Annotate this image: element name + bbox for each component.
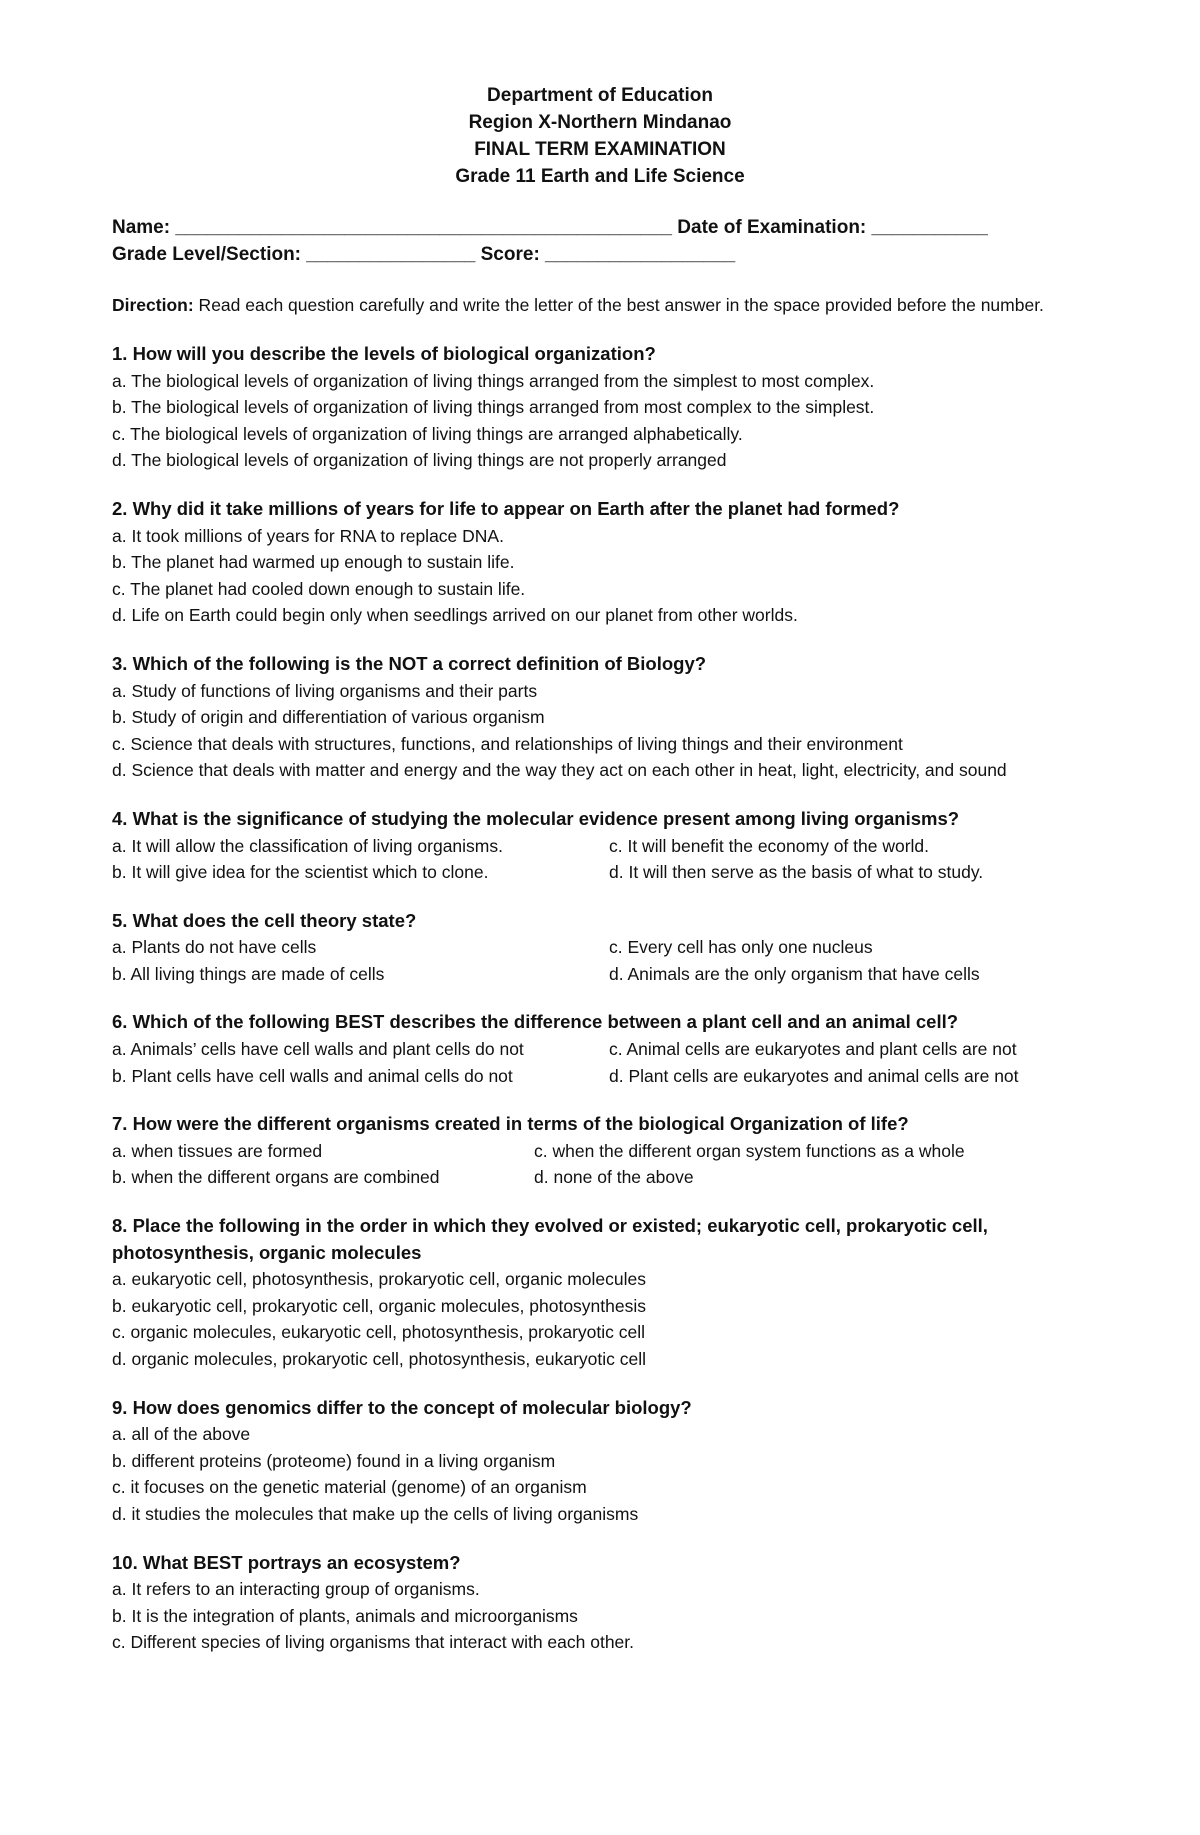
option-d: d. organic molecules, prokaryotic cell, photosynthesis, eukaryotic cell — [112, 1349, 646, 1369]
option-a: a. all of the above — [112, 1424, 251, 1445]
option-c: c. when the different organ system functions as a whole — [534, 1140, 965, 1161]
question-1 — [112, 341, 1088, 474]
direction-label: Direction: — [112, 295, 194, 315]
question-stem: 4. What is the significance of studying the molecular evidence present among living organisms? — [112, 807, 960, 829]
exam-header — [112, 82, 1088, 190]
question-2 — [112, 496, 1088, 629]
option-a: a. The biological levels of organization of living things arranged from the simplest to most complex. — [112, 370, 875, 391]
option-c: c. It will benefit the economy of the world. — [609, 835, 930, 856]
section-score-row: Grade Level/Section: ________________ Score: __________________ — [112, 244, 736, 265]
option-d: d. Science that deals with matter and energy and the way they act on each other in heat, light, electricity, and sound — [112, 760, 1007, 781]
option-b: b. It will give idea for the scientist which to clone. — [112, 862, 489, 883]
question-7 — [112, 1111, 1088, 1191]
option-d: d. Animals are the only organism that have cells — [609, 963, 980, 984]
option-b: b. Study of origin and differentiation of various organism — [112, 707, 545, 728]
option-b: b. eukaryotic cell, prokaryotic cell, organic molecules, photosynthesis — [112, 1295, 646, 1316]
exam-title: FINAL TERM EXAMINATION — [474, 139, 726, 160]
option-d: d. It will then serve as the basis of what to study. — [609, 862, 984, 883]
question-9 — [112, 1395, 1088, 1528]
question-stem: 7. How were the different organisms created in terms of the biological Organization of life? — [112, 1113, 909, 1135]
question-10 — [112, 1550, 1088, 1656]
option-a: a. Animals’ cells have cell walls and plant cells do not — [112, 1039, 524, 1060]
option-c: c. Every cell has only one nucleus — [609, 937, 873, 958]
option-a: a. Study of functions of living organisms and their parts — [112, 680, 538, 701]
option-c: c. it focuses on the genetic material (genome) of an organism — [112, 1477, 587, 1498]
option-d: d. none of the above — [534, 1167, 694, 1188]
department-name: Department of Education — [487, 85, 713, 106]
question-stem: 3. Which of the following is the NOT a correct definition of Biology? — [112, 652, 707, 674]
question-stem: 6. Which of the following BEST describes the difference between a plant cell and an animal cell? — [112, 1011, 959, 1033]
directions — [112, 292, 1088, 319]
option-a: a. It refers to an interacting group of organisms. — [112, 1579, 480, 1600]
question-8 — [112, 1213, 1088, 1373]
option-b: b. All living things are made of cells — [112, 963, 385, 984]
question-stem: 9. How does genomics differ to the concept of molecular biology? — [112, 1396, 692, 1418]
option-c: c. Different species of living organisms that interact with each other. — [112, 1632, 635, 1653]
question-4 — [112, 806, 1088, 886]
option-d: d. Plant cells are eukaryotes and animal cells are not — [609, 1065, 1019, 1086]
question-6 — [112, 1009, 1088, 1089]
name-date-row: Name: _______________________________________________ Date of Examination: ___________ — [112, 217, 988, 238]
options-grid — [112, 934, 1088, 987]
direction-text: Read each question carefully and write the letter of the best answer in the space provided before the number. — [193, 295, 1044, 315]
student-info-fields — [112, 214, 1088, 268]
question-stem: 2. Why did it take millions of years for life to appear on Earth after the planet had formed? — [112, 497, 900, 519]
question-stem: 1. How will you describe the levels of biological organization? — [112, 343, 656, 364]
option-b: b. when the different organs are combined — [112, 1167, 440, 1188]
option-d: d. it studies the molecules that make up the cells of living organisms — [112, 1503, 639, 1524]
option-a: a. It took millions of years for RNA to replace DNA. — [112, 525, 504, 546]
option-a: a. It will allow the classification of living organisms. — [112, 835, 503, 856]
option-c: c. The planet had cooled down enough to sustain life. — [112, 578, 526, 599]
option-d: d. The biological levels of organization of living things are not properly arranged — [112, 450, 727, 471]
option-b: b. Plant cells have cell walls and animal cells do not — [112, 1065, 513, 1086]
options-grid — [112, 1138, 1088, 1191]
option-b: b. different proteins (proteome) found in a living organism — [112, 1450, 556, 1471]
question-5 — [112, 908, 1088, 988]
option-c: c. Animal cells are eukaryotes and plant cells are not — [609, 1039, 1017, 1060]
option-b: b. The planet had warmed up enough to sustain life. — [112, 552, 515, 573]
option-c: c. organic molecules, eukaryotic cell, photosynthesis, prokaryotic cell — [112, 1322, 646, 1343]
option-a: a. when tissues are formed — [112, 1140, 323, 1161]
option-b: b. It is the integration of plants, animals and microorganisms — [112, 1605, 578, 1626]
question-stem: 5. What does the cell theory state? — [112, 909, 417, 931]
subject-title: Grade 11 Earth and Life Science — [455, 166, 745, 187]
question-stem: 10. What BEST portrays an ecosystem? — [112, 1551, 461, 1573]
option-b: b. The biological levels of organization of living things arranged from most complex to the simplest. — [112, 397, 875, 418]
question-3 — [112, 651, 1088, 784]
option-c: c. Science that deals with structures, functions, and relationships of living things and their environment — [112, 733, 903, 754]
question-stem: 8. Place the following in the order in which they evolved or existed; eukaryotic cell, prokaryotic cell, photosynthesis, organic molecules — [112, 1215, 988, 1263]
option-d: d. Life on Earth could begin only when seedlings arrived on our planet from other worlds. — [112, 605, 798, 626]
region-name: Region X-Northern Mindanao — [468, 112, 732, 133]
option-a: a. eukaryotic cell, photosynthesis, prokaryotic cell, organic molecules — [112, 1269, 646, 1290]
option-c: c. The biological levels of organization of living things are arranged alphabetically. — [112, 423, 743, 444]
options-grid — [112, 833, 1088, 886]
option-a: a. Plants do not have cells — [112, 937, 317, 958]
options-grid — [112, 1036, 1088, 1089]
